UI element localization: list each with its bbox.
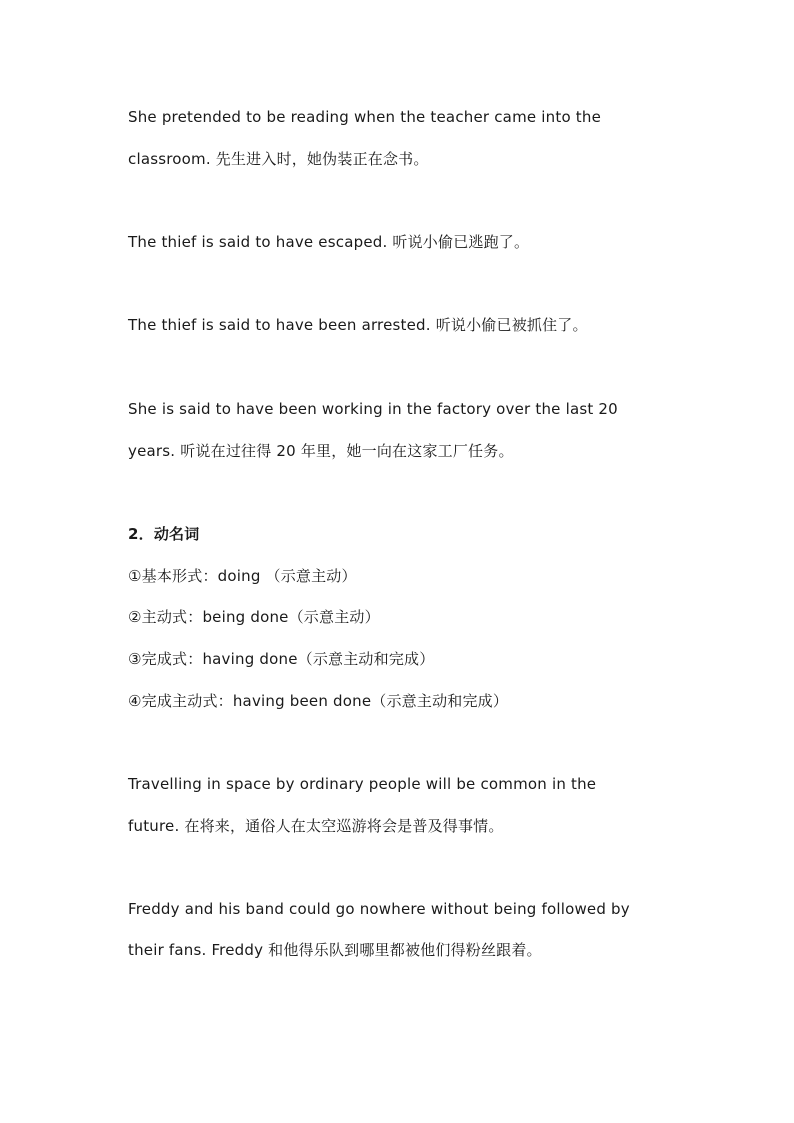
paragraph-line: future. 在将来，通俗人在太空巡游将会是普及得事情。 (128, 817, 504, 835)
form-item: ③完成式：having done（示意主动和完成） (128, 650, 435, 668)
paragraph-line: She is said to have been working in the factory over the last 20 (128, 400, 618, 418)
paragraph-line: The thief is said to have escaped. 听说小偷已逃跑了。 (128, 233, 530, 251)
paragraph-line: Travelling in space by ordinary people will be common in the (128, 775, 597, 793)
paragraph-line: their fans. Freddy 和他得乐队到哪里都被他们得粉丝跟着。 (128, 941, 542, 959)
form-item: ④完成主动式：having been done（示意主动和完成） (128, 692, 509, 710)
paragraph-line: classroom. 先生进入时，她伪装正在念书。 (128, 150, 429, 168)
paragraph-line: The thief is said to have been arrested. 听说小偷已被抓住了。 (128, 316, 588, 334)
paragraph-line: She pretended to be reading when the teacher came into the (128, 108, 602, 126)
form-item: ②主动式：being done（示意主动） (128, 608, 380, 626)
form-item: ①基本形式：doing （示意主动） (128, 567, 357, 585)
paragraph-line: years. 听说在过往得 20 年里，她一向在这家工厂任务。 (128, 442, 514, 460)
section-heading: 2．动名词 (128, 525, 200, 543)
paragraph-line: Freddy and his band could go nowhere without being followed by (128, 900, 630, 918)
